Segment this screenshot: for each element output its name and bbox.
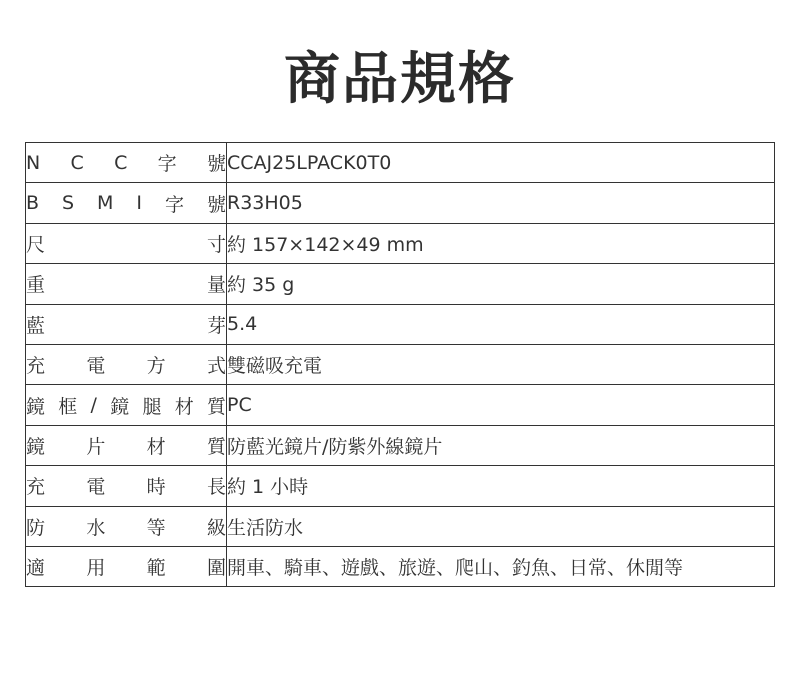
spec-label-cell: [26, 143, 227, 183]
spec-label-cell: [26, 264, 227, 304]
spec-label: 鏡 框 / 鏡 腿 材 質: [26, 394, 226, 418]
table-row: [26, 304, 775, 344]
spec-label-cell: [26, 344, 227, 384]
spec-value: 約 35 g: [227, 264, 775, 304]
spec-label-cell: [26, 546, 227, 586]
spec-label: B S M I 字 號: [26, 192, 226, 216]
spec-label: 充 電 時 長: [26, 476, 226, 499]
spec-value: CCAJ25LPACK0T0: [227, 143, 775, 183]
spec-label: 尺 寸: [26, 233, 226, 256]
table-row: [26, 264, 775, 304]
spec-label-cell: [26, 506, 227, 546]
spec-label: N C C 字 號: [26, 151, 226, 176]
table-row: [26, 425, 775, 465]
page-title: 商品規格: [284, 47, 516, 112]
spec-label: 藍 芽: [26, 314, 226, 337]
spec-label: 充 電 方 式: [26, 355, 226, 378]
spec-label-cell: [26, 304, 227, 344]
spec-value: 生活防水: [227, 506, 775, 546]
table-row: [26, 385, 775, 425]
spec-label: 防 水 等 級: [26, 516, 226, 539]
spec-value: 防藍光鏡片/防紫外線鏡片: [227, 425, 775, 465]
spec-label-cell: [26, 183, 227, 223]
spec-value: R33H05: [227, 183, 775, 223]
table-row: [26, 546, 775, 586]
table-row: [26, 344, 775, 384]
spec-value: PC: [227, 385, 775, 425]
spec-value: 約 157×142×49 mm: [227, 223, 775, 263]
spec-label-cell: [26, 466, 227, 506]
spec-value: 開車、騎車、遊戲、旅遊、爬山、釣魚、日常、休閒等: [227, 546, 775, 586]
spec-value: 5.4: [227, 304, 775, 344]
spec-label-cell: [26, 223, 227, 263]
spec-label-cell: [26, 385, 227, 425]
spec-table: [25, 142, 775, 587]
spec-label: 重 量: [26, 274, 226, 297]
table-row: [26, 183, 775, 223]
table-row: [26, 466, 775, 506]
spec-value: 雙磁吸充電: [227, 344, 775, 384]
table-row: [26, 223, 775, 263]
table-row: [26, 143, 775, 183]
spec-label: 鏡 片 材 質: [26, 435, 226, 458]
spec-value: 約 1 小時: [227, 466, 775, 506]
spec-label-cell: [26, 425, 227, 465]
spec-label: 適 用 範 圍: [26, 557, 226, 580]
table-row: [26, 506, 775, 546]
